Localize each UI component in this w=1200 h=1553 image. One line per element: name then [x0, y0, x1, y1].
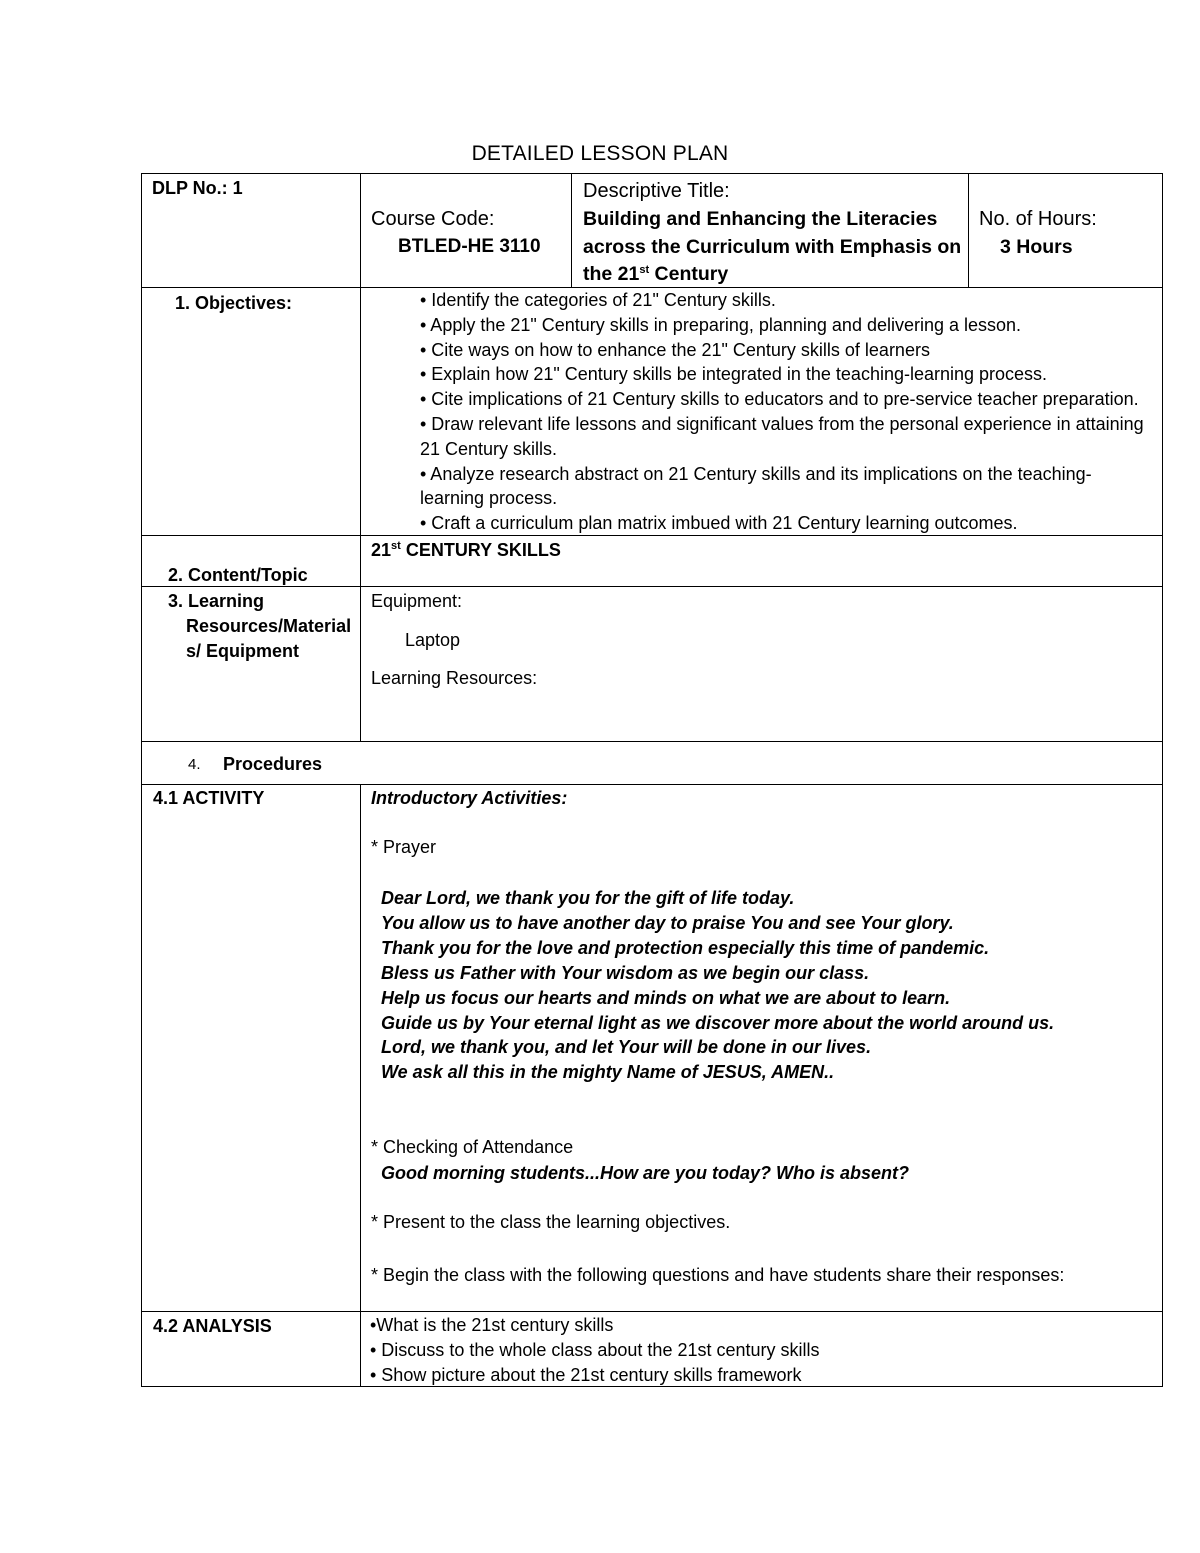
list-item: • Cite implications of 21 Century skills to educators and to pre-service teacher preparation.: [420, 389, 1139, 410]
prayer-line: You allow us to have another day to praise You and see Your glory.: [381, 912, 954, 933]
present-objectives-line: * Present to the class the learning objectives.: [371, 1212, 731, 1232]
list-item: • Show picture about the 21st century skills framework: [370, 1364, 802, 1385]
descriptive-title-line2: across the Curriculum with Emphasis on: [583, 236, 962, 258]
descriptive-title-line3: the 21st Century: [583, 263, 729, 285]
course-code-value: BTLED-HE 3110: [398, 236, 541, 257]
begin-class-questions-line: * Begin the class with the following questions and have students share their responses:: [371, 1265, 1065, 1285]
course-code-label: Course Code:: [371, 208, 495, 230]
procedures-label: Procedures: [223, 754, 323, 774]
list-item: • Identify the categories of 21" Century skills.: [420, 290, 776, 310]
list-item: • Cite ways on how to enhance the 21" Century skills of learners: [420, 339, 930, 360]
prayer-label: * Prayer: [371, 837, 437, 857]
list-item: •What is the 21st century skills: [370, 1315, 614, 1335]
descriptive-title-line1: Building and Enhancing the Literacies: [583, 208, 938, 230]
prayer-text: [381, 886, 1054, 1085]
dlp-number: DLP No.: 1: [152, 178, 243, 198]
learning-resources-label: Learning Resources:: [371, 668, 538, 688]
prayer-line: Dear Lord, we thank you for the gift of life today.: [381, 888, 795, 908]
resources-label-line2: Resources/Material: [186, 616, 352, 636]
attendance-greeting: Good morning students...How are you today? Who is absent?: [381, 1163, 910, 1183]
prayer-line: Guide us by Your eternal light as we discover more about the world around us.: [381, 1012, 1055, 1033]
objectives-label: 1. Objectives:: [175, 293, 293, 313]
analysis-label: 4.2 ANALYSIS: [153, 1316, 272, 1336]
prayer-line: We ask all this in the mighty Name of JESUS, AMEN..: [381, 1062, 835, 1083]
list-item: • Analyze research abstract on 21 Century skills and its implications on the teaching- learning process.: [420, 463, 1092, 509]
list-item: • Craft a curriculum plan matrix imbued with 21 Century learning outcomes.: [420, 513, 1018, 534]
activity-label: 4.1 ACTIVITY: [153, 788, 265, 808]
list-item: • Apply the 21" Century skills in preparing, planning and delivering a lesson.: [420, 314, 1022, 335]
list-item: • Draw relevant life lessons and significant values from the personal experience in attaining 21 Century skills.: [420, 413, 1144, 459]
analysis-list: [370, 1313, 820, 1387]
hours-value: 3 Hours: [1000, 236, 1073, 258]
resources-label-line1: 3. Learning: [168, 591, 265, 611]
list-item: • Explain how 21" Century skills be integrated in the teaching-learning process.: [420, 364, 1048, 385]
prayer-line: Lord, we thank you, and let Your will be done in our lives.: [381, 1037, 872, 1058]
equipment-value: Laptop: [405, 630, 461, 650]
content-topic-value: 21st CENTURY SKILLS: [371, 540, 561, 560]
page-title: DETAILED LESSON PLAN: [471, 142, 729, 165]
objectives-list: [420, 288, 1160, 536]
list-item: • Discuss to the whole class about the 21st century skills: [370, 1339, 820, 1360]
intro-activities-heading: Introductory Activities:: [371, 788, 568, 808]
descriptive-title-label: Descriptive Title:: [583, 180, 730, 202]
procedures-number: 4.: [188, 756, 201, 773]
equipment-label: Equipment:: [371, 591, 463, 611]
attendance-label: * Checking of Attendance: [371, 1137, 574, 1157]
prayer-line: Help us focus our hearts and minds on what we are about to learn.: [381, 987, 951, 1008]
prayer-line: Thank you for the love and protection especially this time of pandemic.: [381, 937, 990, 958]
prayer-line: Bless us Father with Your wisdom as we begin our class.: [381, 962, 870, 983]
content-topic-label: 2. Content/Topic: [168, 565, 308, 585]
resources-label-line3: s/ Equipment: [186, 641, 300, 661]
hours-label: No. of Hours:: [979, 208, 1097, 230]
